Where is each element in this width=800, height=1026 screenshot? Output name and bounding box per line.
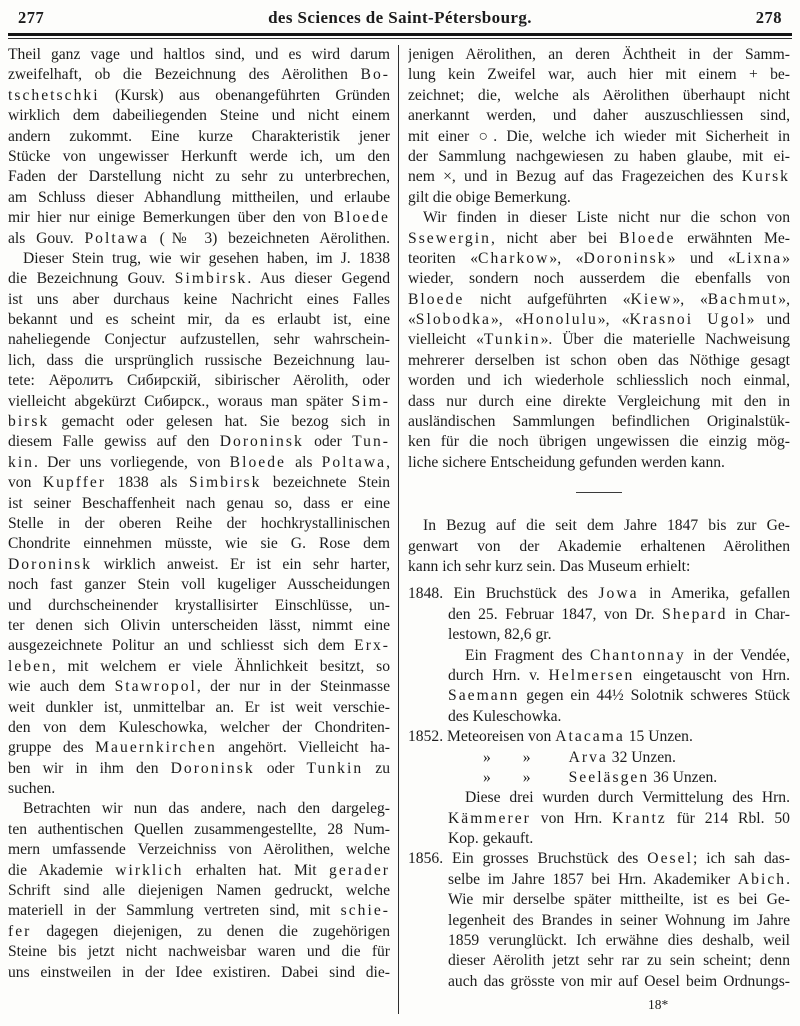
- spaced-name: Doroninsk: [583, 249, 668, 267]
- text-line: Stücke von ungewisser Herkunft werde ich, um den: [8, 147, 390, 165]
- text-line: ist seiner Beschaffenheit nach genau so, dass er eine: [8, 494, 390, 512]
- spaced-name: Bloede: [229, 453, 286, 471]
- text-line: wie auch dem Stawropol, der nur in der Steinmasse: [8, 678, 390, 696]
- spaced-name: Stawropol: [114, 678, 197, 696]
- spaced-name: Honolulu: [522, 311, 598, 329]
- spaced-name: Tunkin: [483, 331, 541, 349]
- text-line: genwart von der Akademie erhaltenen Aërolithen: [408, 537, 790, 555]
- text-line: durch Hrn. v. Helmersen eingetauscht von Hrn.: [448, 666, 790, 684]
- text-line: dass nur durch eine direkte Vergleichung mit den in: [408, 392, 790, 410]
- text-line: 1852. Meteoreisen von Atacama 15 Unzen.: [408, 728, 693, 746]
- page-header: [0, 0, 800, 28]
- text-line: lung kein Zweifel war, auch hier mit einem + be-: [408, 66, 790, 84]
- text-line: «Slobodka», «Honolulu», «Krasnoi Ugol» und: [408, 311, 790, 329]
- text-line: » » Arva 32 Unzen.: [408, 748, 790, 768]
- text-line: Doroninsk wirklich anweist. Er ist ein sehr harter,: [8, 555, 390, 573]
- text-line: worden und ich wiederhole schliesslich noch einmal,: [408, 372, 790, 390]
- text-line: Ssewergin, nicht aber bei Bloede erwähnten Me-: [408, 229, 790, 247]
- spaced-name: Simbirsk: [174, 270, 248, 288]
- spaced-name: Bo-: [360, 66, 390, 84]
- text-line: legenheit des Brandes in seiner Wohnung im Jahre: [448, 911, 790, 929]
- text-line: andern zukommt. Eine kurze Charakteristik jener: [8, 127, 390, 145]
- text-line: Wir finden in dieser Liste nicht nur die schon von: [423, 209, 790, 227]
- spaced-name: Erx-: [354, 637, 390, 655]
- text-line: materiell in der Sammlung vertreten sind, mit schie-: [8, 902, 390, 920]
- text-line: 1859 verunglückt. Ich erwähne dies deshalb, weil: [448, 932, 790, 950]
- spaced-name: Poltawa: [321, 453, 387, 471]
- text-line: der Sammlung nachgewiesen zu haben glaube, mit ei-: [408, 147, 790, 165]
- text-line: fer dagegen diejenigen, zu denen die zugehörigen: [8, 922, 390, 940]
- text-line: birsk gemacht oder gelesen hat. Sie bezog sich in: [8, 413, 390, 431]
- text-line: zeichnet; die, welche als Aërolithen überhaupt nicht: [408, 86, 790, 104]
- text-line: gilt die obige Bemerkung.: [408, 188, 571, 206]
- text-line: ter denen sich Olivin unterscheiden lässt, nimmt eine: [8, 616, 390, 634]
- spaced-name: Arva: [568, 748, 608, 766]
- text-line: noch fast ganzer Stein voll kugeliger Ausscheidungen: [8, 576, 390, 594]
- spaced-name: Slobodka: [415, 311, 491, 329]
- text-line: Bloede nicht aufgeführten «Kiew», «Bachmut»,: [408, 290, 790, 308]
- text-line: ausgezeichnete Politur an und schliesst sich dem Erx-: [8, 637, 390, 655]
- text-line: kin. Der uns vorliegende, von Bloede als Poltawa,: [8, 453, 390, 471]
- spaced-name: birsk: [8, 413, 50, 431]
- text-columns: [8, 45, 790, 1014]
- text-line: weit dunkler ist, unmittelbar an. Er ist weit verschie-: [8, 698, 390, 716]
- text-line: die Bezeichnung Gouv. Simbirsk. Aus dieser Gegend: [8, 270, 390, 288]
- text-line: Betrachten wir nun das andere, nach den dargeleg-: [23, 800, 390, 818]
- text-line: selbe im Jahre 1857 bei Hrn. Akademiker Abich.: [448, 870, 790, 888]
- text-line: » » Seeläsgen 36 Unzen.: [408, 768, 790, 788]
- ditto-mark: »: [483, 768, 491, 786]
- text-line: des Kuleschowka.: [448, 707, 562, 725]
- text-line: mern umfassende Verzeichniss von Aërolithen, welche: [8, 841, 390, 859]
- text-line: anerkannt werden, und daher auszuschliessen sind,: [408, 107, 790, 125]
- text-line: ist uns aber durchaus keine Nachricht eines Falles: [8, 290, 390, 308]
- right-column: [399, 45, 790, 1014]
- spaced-name: Ssewergin: [408, 229, 491, 247]
- text-line: 1856. Ein grosses Bruchstück des Oesel; ich sah das-: [408, 850, 790, 868]
- text-line: ben wir in ihm den Doroninsk oder Tunkin zu: [8, 759, 390, 777]
- spaced-name: wirklich: [115, 861, 184, 879]
- text-line: zweifelhaft, ob die Bezeichnung des Aërolithen Bo-: [8, 66, 390, 84]
- spaced-name: Doroninsk: [170, 759, 255, 777]
- ditto-mark: »: [522, 748, 531, 766]
- text-line: diesem Falle gewiss auf den Doroninsk oder Tun-: [8, 433, 390, 451]
- spaced-name: Charkow: [478, 249, 550, 267]
- text-line: teoriten «Charkow», «Doroninsk» und «Lixna»: [408, 249, 790, 267]
- spaced-name: Atacama: [555, 728, 625, 746]
- text-line: Theil ganz vage und haltlos sind, und es wird darum: [8, 46, 390, 63]
- text-line: lestown, 82,6 gr.: [448, 626, 552, 644]
- spaced-name: Lixna: [735, 249, 783, 267]
- header-rule: [8, 33, 792, 39]
- text-line: bekannt und es scheint mir, da es erlaubt ist, eine: [8, 311, 390, 329]
- spaced-name: Bloede: [619, 229, 676, 247]
- text-line: In Bezug auf die seit dem Jahre 1847 bis zur Ge-: [423, 517, 790, 535]
- text-line: suchen.: [8, 780, 56, 798]
- spaced-name: Tunkin: [306, 759, 364, 777]
- text-line: Ein Fragment des Chantonnay in der Vendée,: [465, 646, 790, 664]
- spaced-name: Bloede: [408, 290, 465, 308]
- text-line: naheliegende Conjectur aufzustellen, sehr wahrschein-: [8, 331, 390, 349]
- spaced-name: Saemann: [448, 687, 520, 705]
- page-number-left: 277: [18, 8, 45, 27]
- spaced-name: Helmersen: [548, 666, 635, 684]
- spaced-name: Tun-: [352, 433, 390, 451]
- text-line: ten authentischen Quellen zusammengestellte, 28 Num-: [8, 820, 390, 838]
- spaced-name: Krantz: [612, 809, 667, 827]
- text-line: Dieser Stein trug, wie wir gesehen haben, im J. 1838: [23, 249, 390, 267]
- ditto-mark: »: [522, 768, 531, 786]
- spaced-name: Doroninsk: [8, 555, 93, 573]
- text-line: ausländischen Sammlungen befindlichen Originalstük-: [408, 413, 790, 431]
- spaced-name: Simbirsk: [188, 474, 262, 492]
- text-line: Wie mir derselbe später mittheilte, ist es bei Ge-: [448, 891, 790, 909]
- text-line: Kämmerer von Hrn. Krantz für 214 Rbl. 50: [448, 809, 790, 827]
- text-line: kann ich sehr kurz sein. Das Museum erhielt:: [408, 557, 691, 575]
- text-line: nem ×, und in Bezug auf das Fragezeichen des Kursk: [408, 168, 790, 186]
- spaced-name: Chantonnay: [590, 646, 686, 664]
- spaced-name: Poltawa: [84, 229, 149, 247]
- spaced-name: Kiew: [630, 290, 673, 308]
- text-line: ken für die noch übrigen ungewissen die einzig mög-: [408, 433, 790, 451]
- text-line: vielleicht abgekürzt Сибирск., woraus man später Sim-: [8, 392, 390, 410]
- text-line: Kop. gekauft.: [448, 830, 534, 848]
- spaced-name: Mauernkirchen: [95, 739, 217, 757]
- spaced-name: gerader: [329, 861, 390, 879]
- journal-title: des Sciences de Saint-Pétersbourg.: [268, 8, 532, 27]
- text-line: mehrerer derselben ist schon oben das Nöthige gesagt: [408, 351, 790, 369]
- text-line: vielleicht «Tunkin». Über die materielle Nachweisung: [408, 331, 790, 349]
- text-line: mit einer ○. Die, welche ich wieder mit Sicherheit in: [408, 127, 790, 145]
- spaced-name: leben: [8, 657, 52, 675]
- spaced-name: fer: [8, 922, 32, 940]
- text-line: Chondrite einnehmen müsste, wie sie G. Rose dem: [8, 535, 390, 553]
- spaced-name: schie-: [340, 902, 390, 920]
- text-line: dieser Aërolith jetzt sehr rar zu sein scheint; denn: [448, 952, 790, 970]
- spaced-name: Sim-: [351, 392, 390, 410]
- text-line: am Schluss dieser Abhandlung mittheilen, und erlaube: [8, 188, 390, 206]
- text-line: von Kupffer 1838 als Simbirsk bezeichnete Stein: [8, 474, 390, 492]
- spaced-name: Kupffer: [42, 474, 107, 492]
- section-divider: [576, 492, 622, 493]
- text-line: Saemann gegen ein 44½ Solotnik schweres Stück: [448, 687, 790, 705]
- text-line: 1848. Ein Bruchstück des Jowa in Amerika, gefallen: [408, 585, 790, 603]
- text-line: die Akademie wirklich erhalten hat. Mit gerader: [8, 861, 390, 879]
- spaced-name: Seeläsgen: [568, 768, 650, 786]
- text-line: den von dem Kuleschowka, welcher der Chondriten-: [8, 718, 390, 736]
- text-line: leben, mit welchem er viele Ähnlichkeit besitzt, so: [8, 657, 390, 675]
- text-line: gruppe des Mauernkirchen angehört. Vielleicht ha-: [8, 739, 390, 757]
- text-line: wirklich dem dabeiliegenden Steine und nicht einem: [8, 107, 390, 125]
- text-line: Faden der Darstellung nicht zu sehr zu unterbrechen,: [8, 168, 390, 186]
- spaced-name: Kursk: [741, 168, 790, 186]
- text-line: auch das grösste von mir auf Oesel beim Ordnungs-: [448, 972, 790, 990]
- left-column: [8, 45, 399, 1014]
- text-line: mir hier nur einige Bemerkungen über den von Bloede: [8, 209, 390, 227]
- text-line: Steine bis jetzt nicht nachweisbar waren und die für: [8, 943, 390, 961]
- spaced-name: Krasnoi Ugol: [629, 311, 747, 329]
- text-line: uns einstweilen in der Idee existiren. Dabei sind die-: [8, 963, 390, 981]
- spaced-name: Abich: [737, 870, 787, 888]
- text-line: wieder, sondern noch ausserdem die ebenfalls von: [408, 270, 790, 288]
- text-line: als Gouv. Poltawa (№ 3) bezeichneten Aërolithen.: [8, 229, 390, 247]
- spaced-name: Bachmut: [707, 290, 779, 308]
- spaced-name: Jowa: [598, 585, 639, 603]
- text-line: Schrift sind alle diejenigen Namen gedruckt, welche: [8, 882, 390, 900]
- spaced-name: kin: [8, 453, 35, 471]
- signature-mark: 18*: [648, 997, 669, 1013]
- text-line: jenigen Aërolithen, an deren Ächtheit in der Samm-: [408, 46, 790, 63]
- spaced-name: Doroninsk: [219, 433, 304, 451]
- text-line: den 25. Februar 1847, von Dr. Shepard in Char-: [448, 605, 790, 623]
- spaced-name: tschetschki: [8, 86, 100, 104]
- text-line: liche sichere Entscheidung gefunden werden kann.: [408, 453, 725, 471]
- text-line: Stelle in der oberen Reihe der hochkrystallinischen: [8, 514, 390, 532]
- ditto-mark: »: [483, 748, 491, 766]
- spaced-name: Kämmerer: [448, 809, 531, 827]
- text-line: tete: Аёролитъ Сибирскій, sibirischer Aërolith, oder: [8, 372, 390, 390]
- page-number-right: 278: [755, 8, 782, 27]
- text-line: tschetschki (Kursk) aus obenangeführten Gründen: [8, 86, 390, 104]
- text-line: lich, dass die ursprünglich russische Bezeichnung lau-: [8, 351, 390, 369]
- spaced-name: Shepard: [662, 605, 728, 623]
- spaced-name: Bloede: [333, 209, 390, 227]
- text-line: und durchscheinender krystallisirter Einschlüsse, un-: [8, 596, 390, 614]
- text-line: Diese drei wurden durch Vermittelung des Hrn.: [465, 789, 790, 807]
- spaced-name: Oesel: [647, 850, 693, 868]
